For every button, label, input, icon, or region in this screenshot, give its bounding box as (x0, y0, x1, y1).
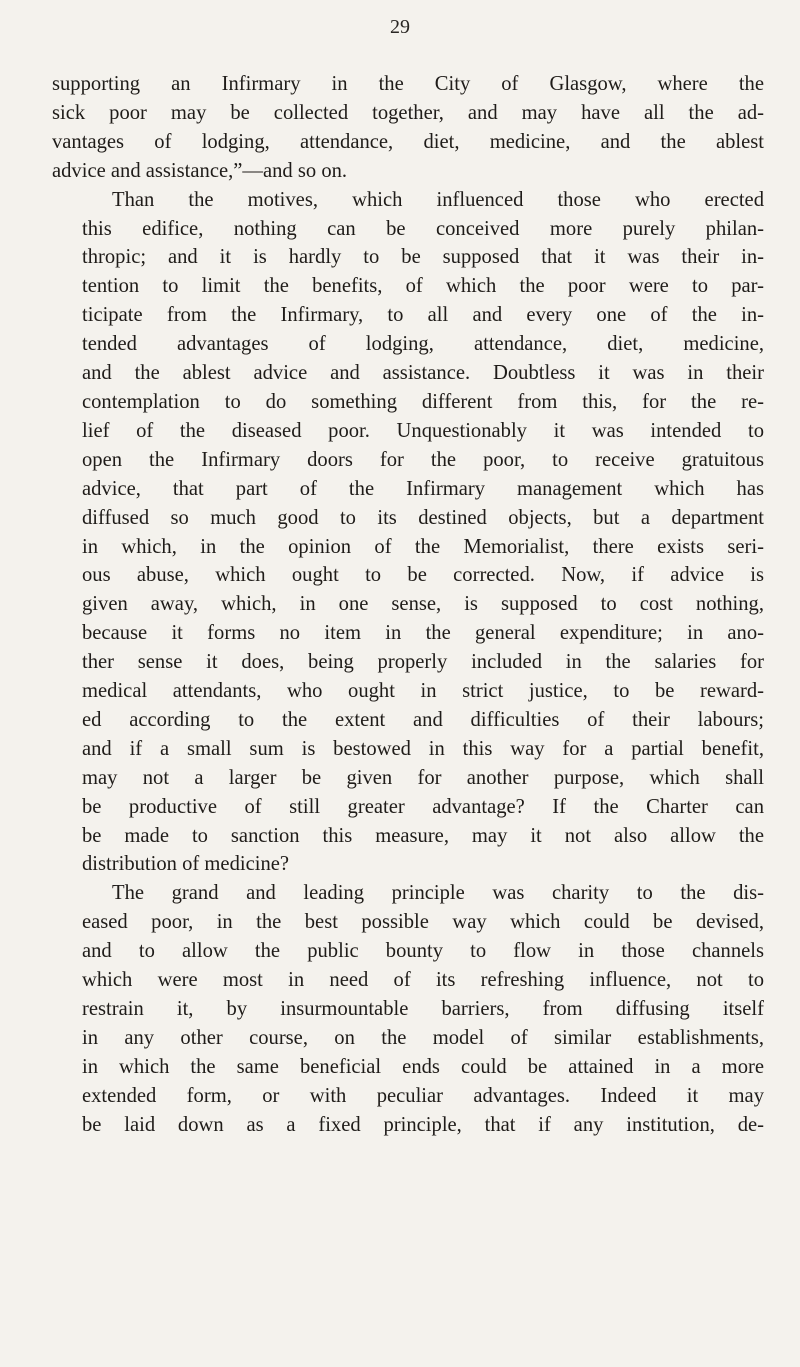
text-line: eased poor, in the best possible way which could be devised, (82, 911, 764, 934)
text-line: be made to sanction this measure, may it not also allow the (82, 824, 764, 847)
text-line: advice and assistance,”—and so on. (52, 159, 348, 182)
text-line: which were most in need of its refreshing influence, not to (82, 969, 764, 992)
text-line: ticipate from the Infirmary, to all and every one of the in- (82, 304, 764, 327)
paragraph-3 (52, 879, 764, 1139)
text-line: supporting an Infirmary in the City of Glasgow, where the (52, 73, 764, 95)
paragraph-2 (52, 186, 764, 880)
text-line: and the ablest advice and assistance. Doubtless it was in their (82, 362, 764, 385)
text-line: tended advantages of lodging, attendance, diet, medicine, (82, 333, 764, 356)
text-line: diffused so much good to its destined objects, but a department (82, 506, 764, 529)
text-line: vantages of lodging, attendance, diet, medicine, and the ablest (52, 130, 764, 153)
text-line: sick poor may be collected together, and may have all the ad- (52, 101, 764, 124)
text-line: medical attendants, who ought in strict justice, to be reward- (82, 680, 764, 703)
text-line: extended form, or with peculiar advantages. Indeed it may (82, 1084, 764, 1107)
text-line: thropic; and it is hardly to be supposed that it was their in- (82, 246, 764, 269)
text-line: given away, which, in one sense, is supposed to cost nothing, (82, 593, 764, 616)
text-line: restrain it, by insurmountable barriers, from diffusing itself (82, 998, 764, 1020)
text-line: in any other course, on the model of similar establishments, (82, 1026, 764, 1049)
text-line: ous abuse, which ought to be corrected. Now, if advice is (82, 564, 764, 587)
page-number: 29 (390, 16, 410, 38)
text-line: be productive of still greater advantage? If the Charter can (82, 795, 764, 818)
text-line: advice, that part of the Infirmary management which has (82, 477, 764, 500)
text-line: contemplation to do something different from this, for the re- (82, 390, 764, 413)
text-line: ed according to the extent and difficulties of their labours; (82, 708, 764, 731)
text-line: Than the motives, which influenced those who erected (112, 188, 764, 211)
text-line: in which the same beneficial ends could be attained in a more (82, 1055, 764, 1078)
text-line: open the Infirmary doors for the poor, to receive gratuitous (82, 448, 764, 471)
text-line: lief of the diseased poor. Unquestionably it was intended to (82, 419, 764, 442)
text-line: be laid down as a fixed principle, that if any institution, de- (82, 1113, 764, 1136)
text-line: because it forms no item in the general expenditure; in ano- (82, 622, 764, 645)
text-line: in which, in the opinion of the Memorialist, there exists seri- (82, 535, 764, 558)
body-text (52, 70, 764, 1140)
text-line: distribution of medicine? (82, 853, 290, 876)
text-line: and if a small sum is bestowed in this way for a partial benefit, (82, 737, 764, 760)
text-line: tention to limit the benefits, of which the poor were to par- (82, 275, 764, 298)
text-line: The grand and leading principle was charity to the dis- (112, 882, 764, 905)
paragraph-1 (52, 70, 764, 186)
text-line: and to allow the public bounty to flow in those channels (82, 940, 764, 963)
text-line: ther sense it does, being properly included in the salaries for (82, 651, 764, 674)
text-line: may not a larger be given for another purpose, which shall (82, 766, 764, 789)
text-line: this edifice, nothing can be conceived more purely philan- (82, 217, 764, 240)
